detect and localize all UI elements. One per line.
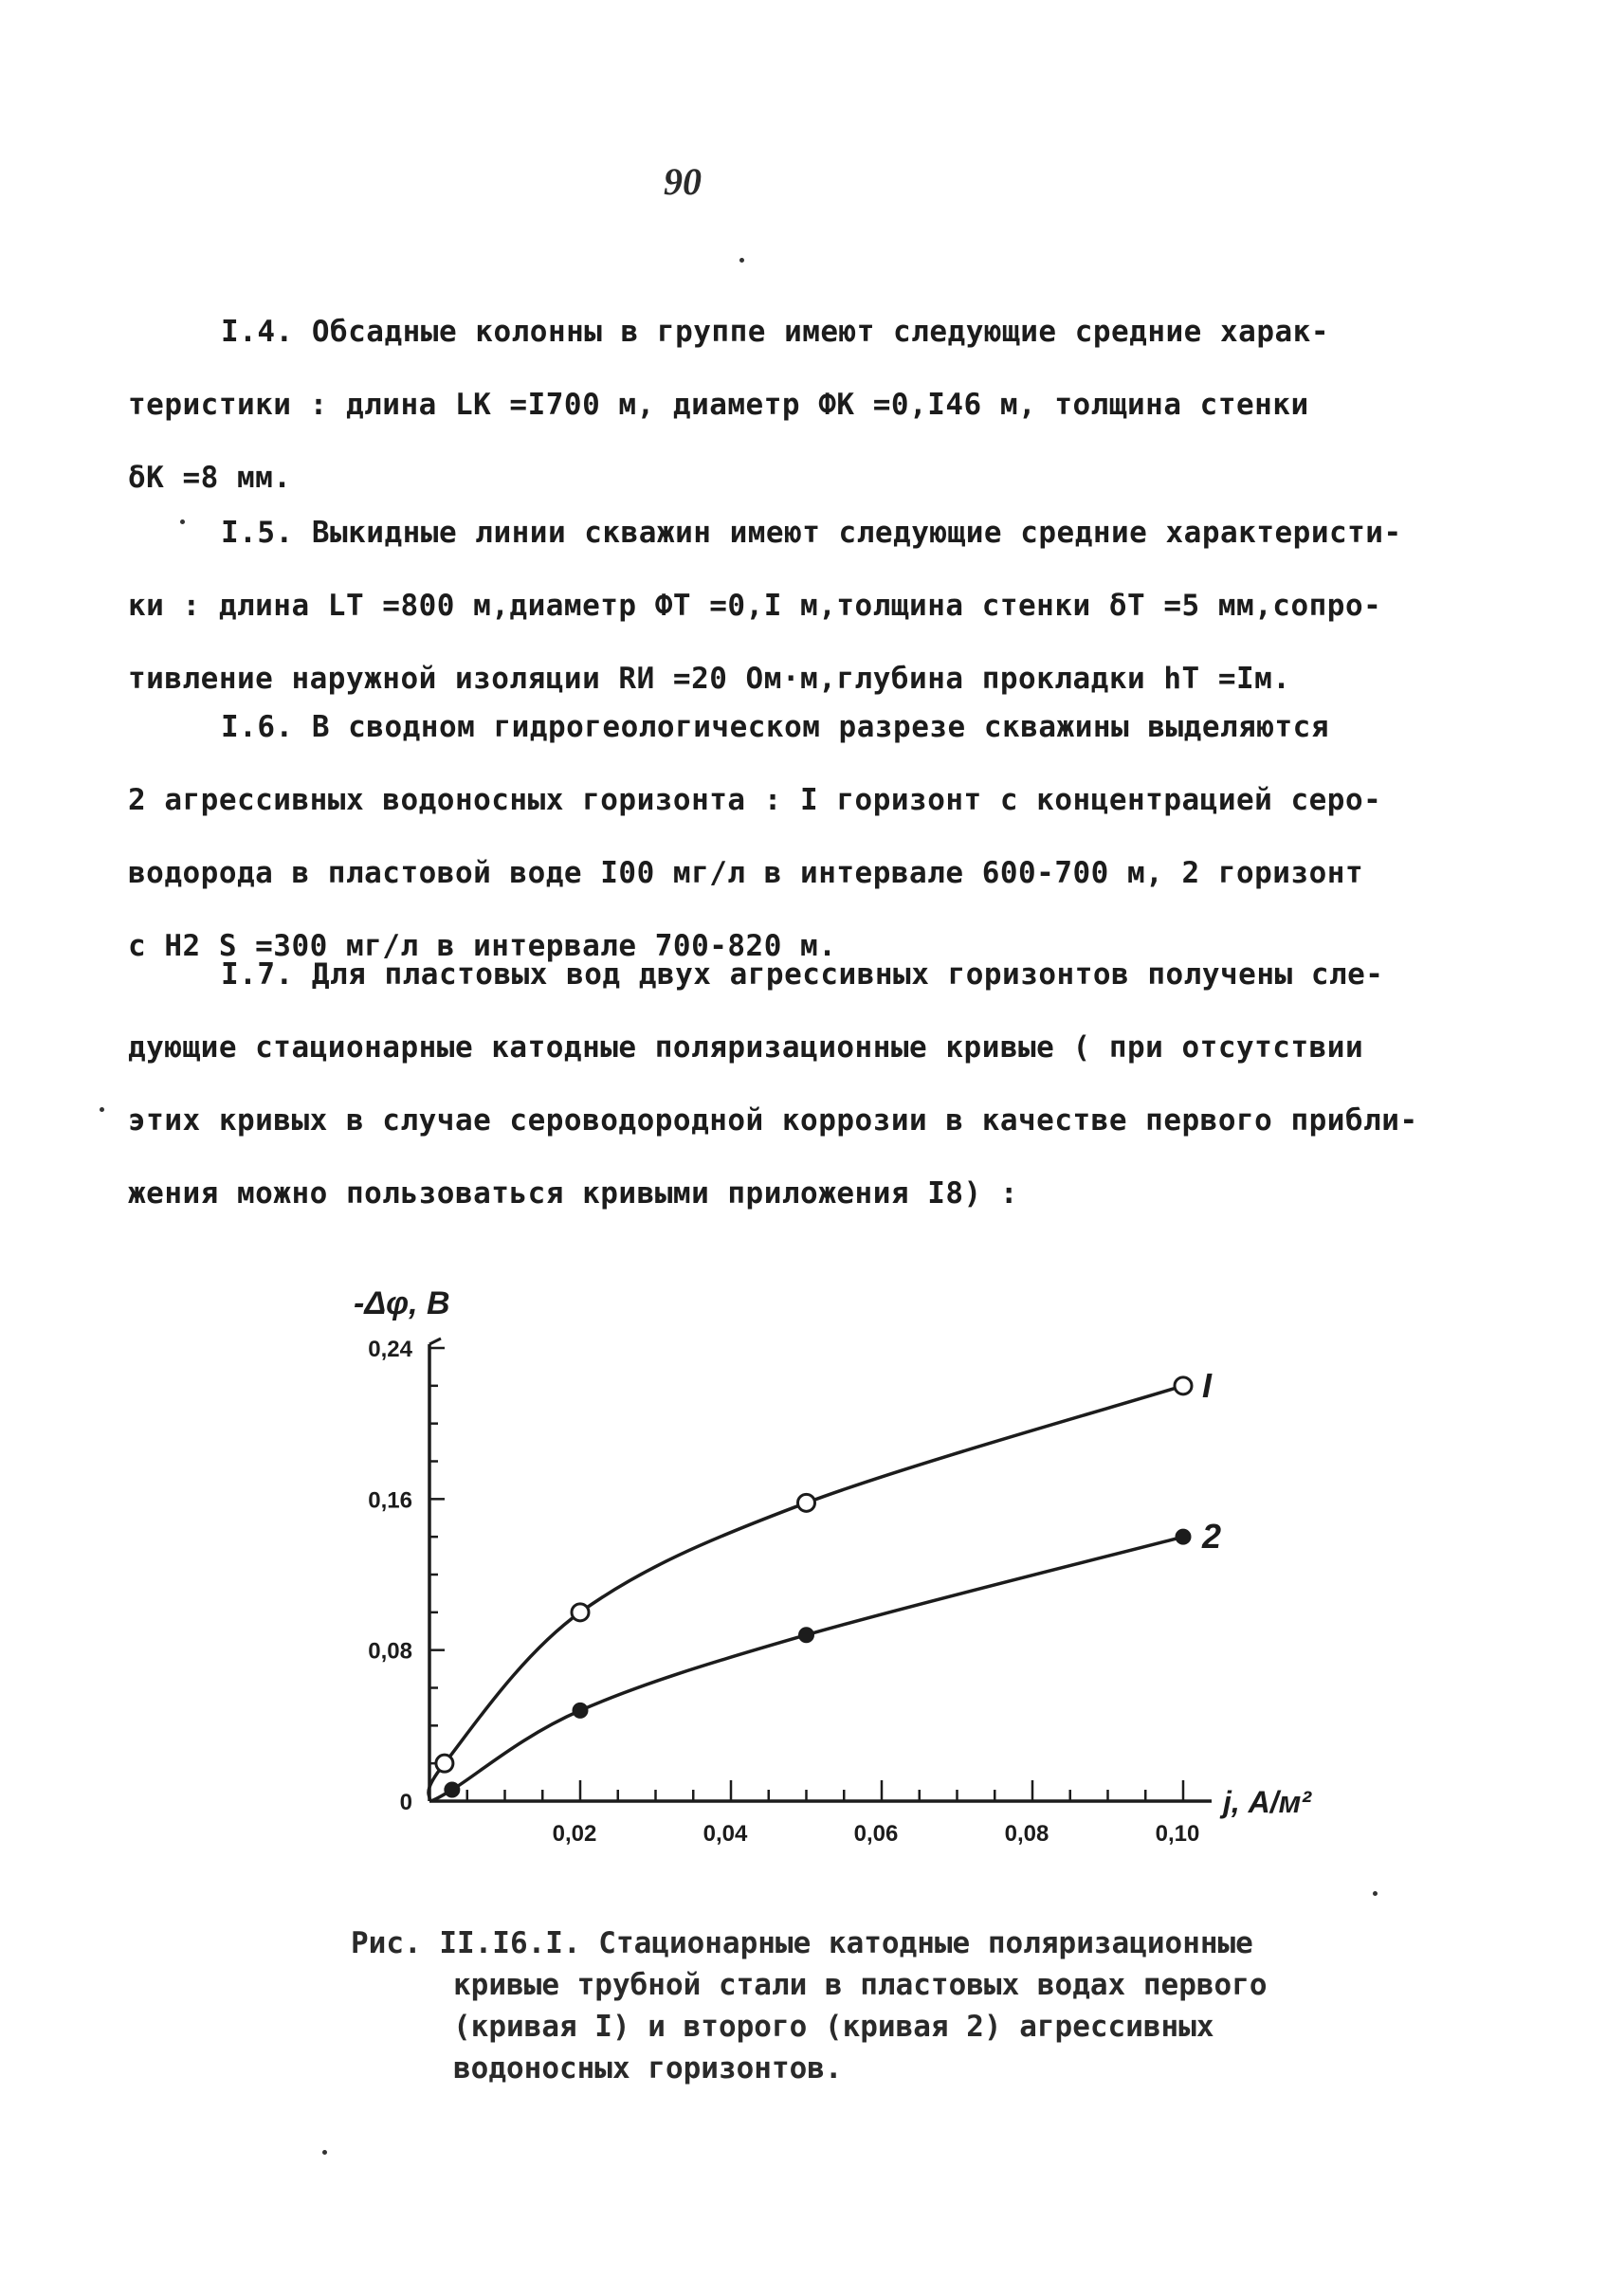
scan-speck [1373,1891,1378,1896]
paragraph-line: I.4. Обсадные колонны в группе имеют следующие средние харак- [221,315,1329,349]
series-line-I [429,1386,1183,1801]
paragraph-line: I.5. Выкидные линии скважин имеют следующие средние характеристи- [221,516,1402,550]
y-tick-label: 0,16 [368,1487,412,1514]
y-tick-label: 0 [399,1790,412,1815]
paragraph-line: I.7. Для пластовых вод двух агрессивных горизонтов получены сле- [221,957,1384,992]
scan-speck [180,519,185,524]
page-number: 90 [664,160,702,203]
y-tick-label: 0,08 [368,1638,412,1665]
x-tick-label: 0,02 [552,1821,597,1847]
figure-caption [351,1922,1268,2089]
x-axis-label: j, А/м² [1223,1785,1311,1819]
paragraph-line: этих кривых в случае сероводородной коррозии в качестве первого прибли- [128,1103,1418,1138]
scan-speck [100,1107,104,1112]
paragraph-1-5 [128,497,1493,716]
series-label-I: I [1202,1365,1213,1405]
data-point-2 [800,1629,813,1642]
polarization-chart [313,1251,1356,1877]
x-tick-label: 0,06 [853,1821,899,1847]
paragraph-1-7 [128,938,1493,1230]
series-label-2: 2 [1202,1517,1222,1557]
paragraph-line: теристики : длина LК =I700 м, диаметр ФК =0,I46 м, толщина стенки [128,388,1309,422]
x-tick-label: 0,08 [1004,1821,1049,1847]
scan-speck [739,258,744,263]
x-tick-label: 0,04 [703,1821,748,1847]
paragraph-line: тивление наружной изоляции RИ =20 Ом·м,глубина прокладки hT =Iм. [128,662,1291,696]
paragraph-line: ки : длина LT =800 м,диаметр ФT =0,I м,толщина стенки δT =5 мм,сопро- [128,589,1382,623]
y-axis-label: -Δφ, В [354,1285,450,1321]
paragraph-line: водорода в пластовой воде I00 мг/л в интервале 600-700 м, 2 горизонт [128,856,1364,890]
paragraph-line: I.6. В сводном гидрогеологическом разрезе скважины выделяются [221,710,1329,744]
data-point-I [798,1494,815,1511]
scan-speck [322,2150,327,2155]
paragraph-line: жения можно пользоваться кривыми приложения I8) : [128,1176,1019,1211]
data-point-2 [1177,1530,1190,1543]
data-point-I [436,1755,453,1772]
caption-line: Рис. II.I6.I. Стационарные катодные поляризационные [351,1926,1253,1960]
y-axis-cap [429,1339,441,1344]
paragraph-line: с H2 S =300 мг/л в интервале 700-820 м. [128,929,837,963]
data-point-2 [574,1703,587,1717]
y-tick-label: 0,24 [368,1337,412,1362]
caption-line: кривые трубной стали в пластовых водах первого [453,1968,1268,2002]
data-point-I [572,1604,589,1621]
caption-line: водоносных горизонтов. [453,2051,843,2086]
data-point-2 [446,1783,459,1796]
paragraph-line: дующие стационарные катодные поляризационные кривые ( при отсутствии [128,1030,1364,1065]
data-point-I [1175,1377,1192,1394]
paragraph-line: 2 агрессивных водоносных горизонта : I горизонт с концентрацией серо- [128,783,1382,817]
paragraph-1-4 [128,296,1493,515]
x-tick-label: 0,10 [1155,1821,1200,1847]
series-line-2 [429,1537,1183,1801]
paragraph-line: δК =8 мм. [128,461,292,495]
caption-line: (кривая I) и второго (кривая 2) агрессивных [453,2010,1214,2044]
